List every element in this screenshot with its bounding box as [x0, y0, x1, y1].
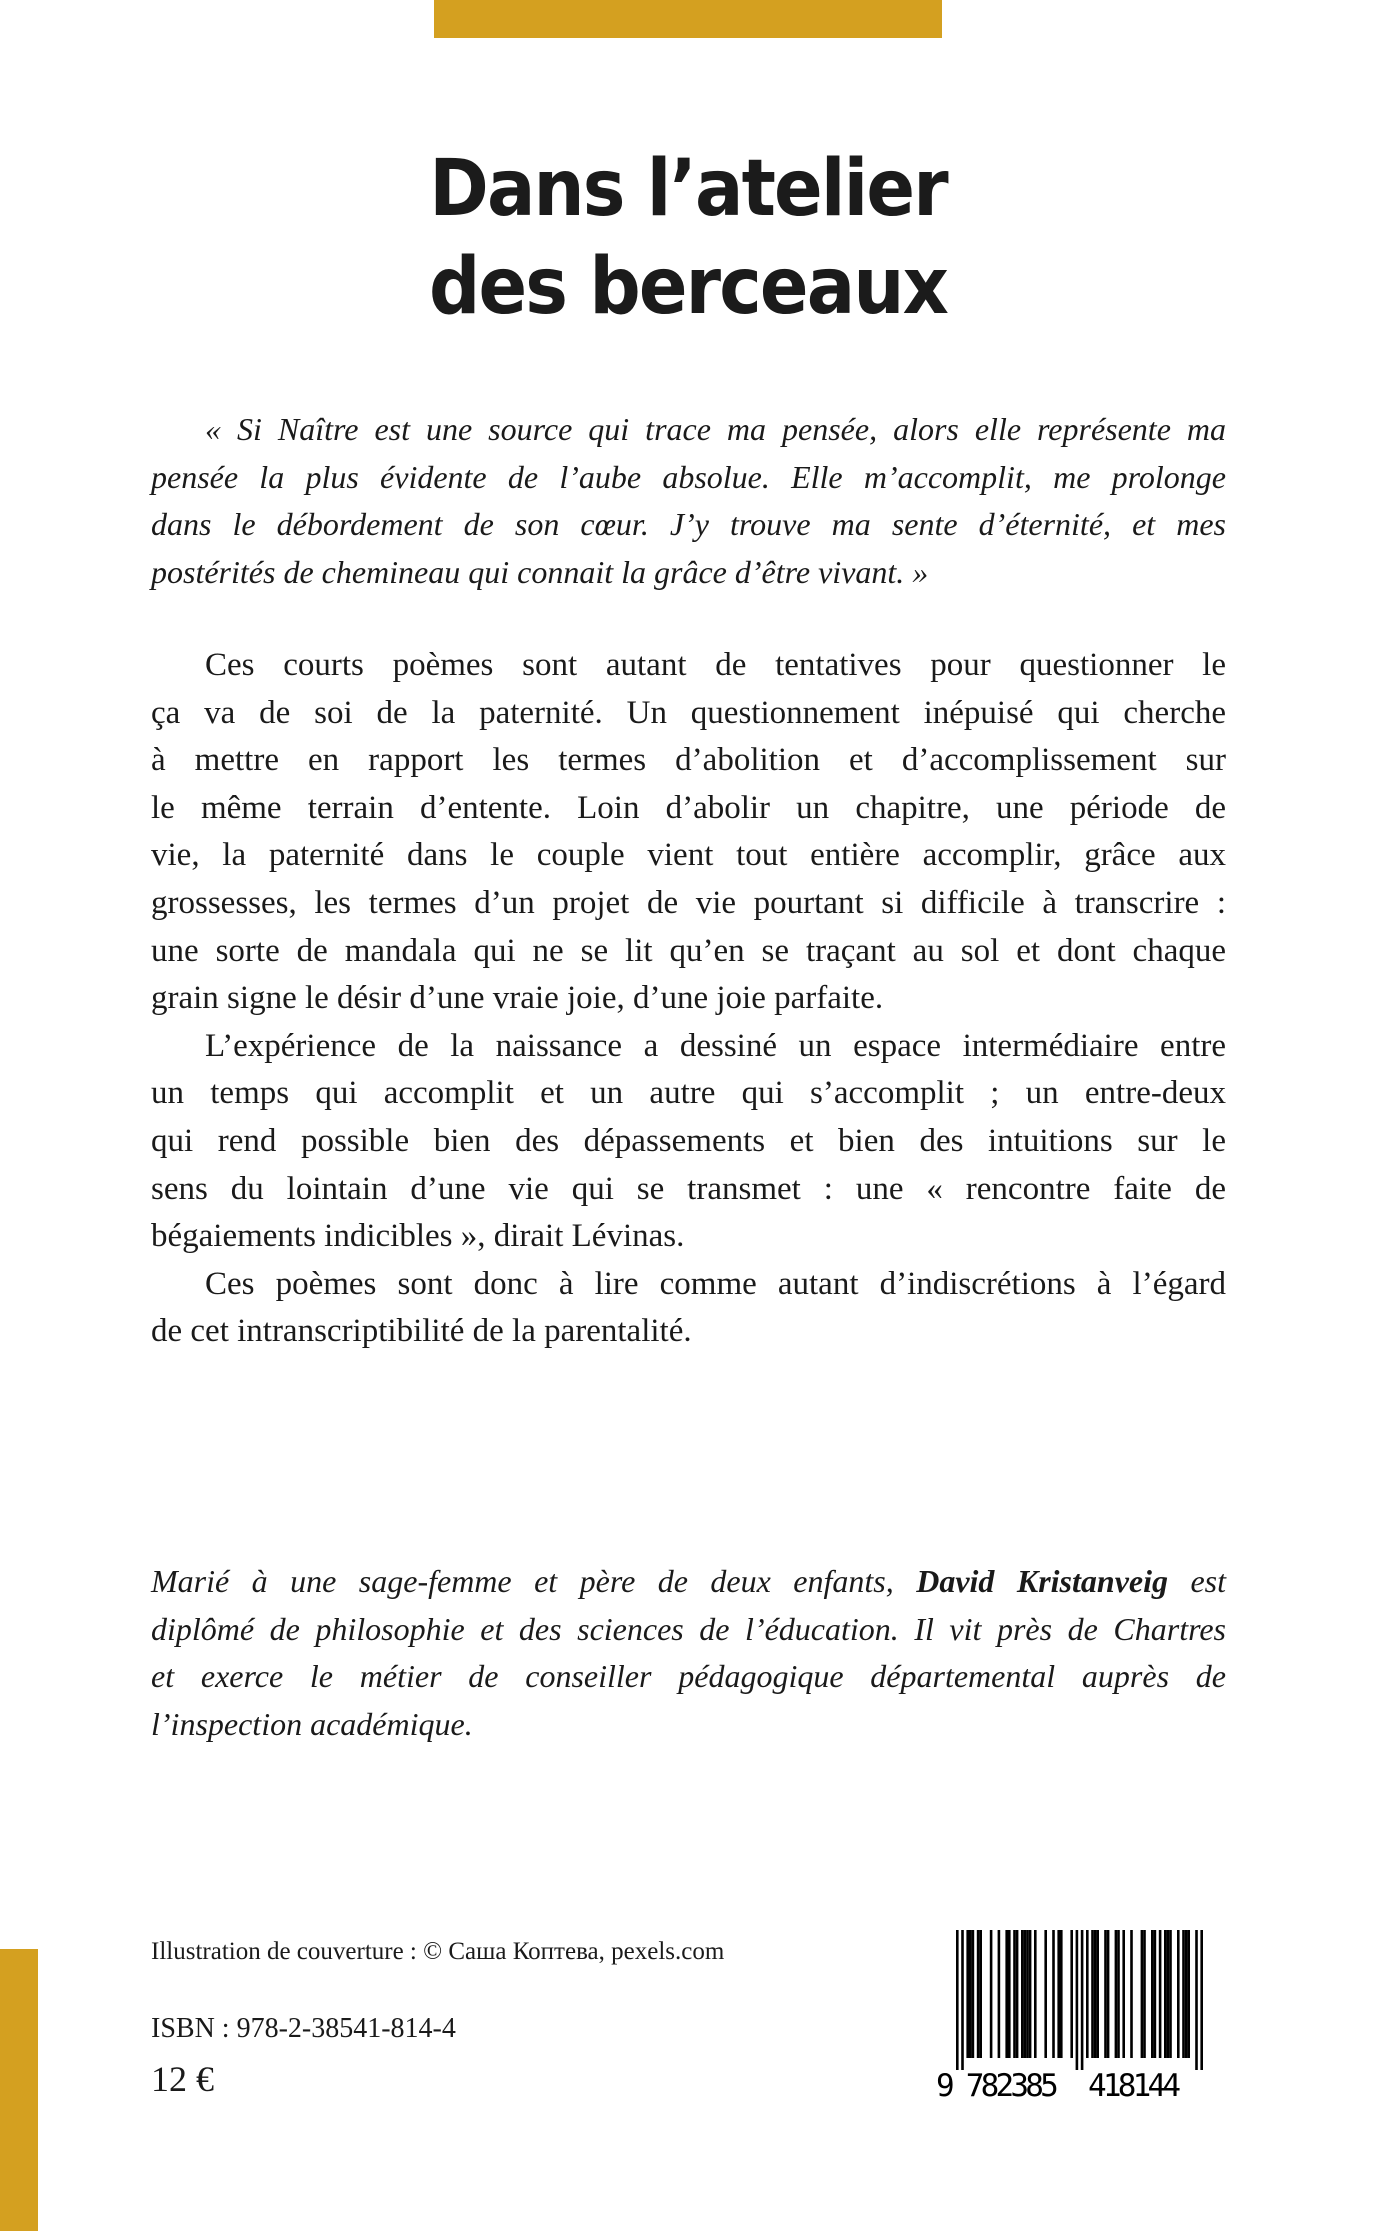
- body-line: de cet intranscriptibilité de la parentalité.: [151, 1313, 692, 1350]
- barcode-digits: 782385: [965, 2068, 1059, 2102]
- body-line: L’expérience de la naissance a dessiné un espace intermédiaire entre: [205, 1027, 1226, 1064]
- barcode-bar: [1026, 1930, 1029, 2058]
- barcode-bar: [966, 1930, 969, 2058]
- bio-line: l’inspection académique.: [151, 1705, 473, 1742]
- barcode-bar: [1151, 1930, 1154, 2058]
- top-accent-bar: [434, 0, 942, 38]
- body-line: grain signe le désir d’une vraie joie, d’une joie parfaite.: [151, 980, 884, 1017]
- barcode-bar: [979, 1930, 982, 2058]
- isbn-barcode: [934, 1930, 1224, 2102]
- bio-line: et exerce le métier de conseiller pédagogique départemental auprès de: [151, 1658, 1226, 1695]
- barcode-bar: [1104, 1930, 1107, 2058]
- barcode-bar: [990, 1930, 993, 2058]
- barcode-bar: [998, 1930, 1001, 2058]
- body-line: une sorte de mandala qui ne se lit qu’en se traçant au sol et dont chaque: [151, 932, 1226, 969]
- body-line: ça va de soi de la paternité. Un questionnement inépuisé qui cherche: [151, 694, 1226, 731]
- barcode-bar: [956, 1930, 959, 2070]
- side-accent-bar: [0, 1949, 38, 2231]
- barcode-bar: [1091, 1930, 1094, 2058]
- barcode-bar: [1081, 1930, 1084, 2070]
- barcode-bar: [1086, 1930, 1089, 2058]
- barcode-bar: [1024, 1930, 1027, 2058]
- barcode-bar: [1021, 1930, 1024, 2058]
- barcode-bar: [1094, 1930, 1097, 2058]
- bio-text: est: [1168, 1563, 1227, 1599]
- barcode-bar: [1182, 1930, 1185, 2058]
- barcode-bar: [1070, 1930, 1073, 2058]
- barcode-bar: [1076, 1930, 1079, 2070]
- barcode-bar: [1164, 1930, 1167, 2058]
- quote-line: pensée la plus évidente de l’aube absolue. Elle m’accomplit, me prolonge: [151, 458, 1226, 495]
- title-line: des berceaux: [428, 242, 948, 332]
- body-line: le même terrain d’entente. Loin d’abolir un chapitre, une période de: [151, 789, 1226, 826]
- barcode-bar: [1167, 1930, 1170, 2058]
- barcode-bar: [1117, 1930, 1120, 2058]
- body-line: à mettre en rapport les termes d’abolition et d’accomplissement sur: [151, 742, 1226, 779]
- barcode-bar: [1130, 1930, 1133, 2058]
- barcode-bar: [1122, 1930, 1125, 2058]
- body-line: qui rend possible bien des dépassements et bien des intuitions sur le: [151, 1122, 1226, 1159]
- body-line: Ces courts poèmes sont autant de tentatives pour questionner le: [205, 647, 1226, 683]
- quote-line: postérités de chemineau qui connait la grâce d’être vivant. »: [151, 553, 929, 590]
- blurb-text: [151, 642, 1226, 1356]
- barcode-bar: [1177, 1930, 1180, 2058]
- body-line: Ces poèmes sont donc à lire comme autant d’indiscrétions à l’égard: [205, 1265, 1226, 1302]
- barcode-bar: [1187, 1930, 1190, 2058]
- epigraph-quote: [151, 406, 1226, 596]
- barcode-bar: [1115, 1930, 1118, 2058]
- barcode-bar: [1195, 1930, 1198, 2070]
- body-line: un temps qui accomplit et un autre qui s’accomplit ; un entre-deux: [151, 1075, 1226, 1112]
- barcode-bar: [1159, 1930, 1162, 2058]
- barcode-bar: [1096, 1930, 1099, 2058]
- author-bio: [151, 1558, 1226, 1748]
- barcode-bar: [1143, 1930, 1146, 2058]
- bio-text: Marié à une sage-femme et père de deux enfants,: [151, 1563, 917, 1599]
- body-line: sens du lointain d’une vie qui se transmet : une « rencontre faite de: [151, 1170, 1226, 1207]
- barcode-bar: [1060, 1930, 1063, 2058]
- barcode-bar: [1169, 1930, 1172, 2058]
- barcode-bar: [1044, 1930, 1047, 2058]
- illustration-credit: Illustration de couverture : © Саша Коптева, pexels.com: [151, 1938, 725, 1965]
- barcode-digits: 9: [936, 2068, 955, 2102]
- barcode-bar: [969, 1930, 972, 2058]
- body-line: grossesses, les termes d’un projet de vie pourtant si difficile à transcrire :: [151, 884, 1226, 921]
- author-name: David Kristanveig: [916, 1563, 1168, 1599]
- title-line: Dans l’atelier: [429, 144, 947, 234]
- barcode-bar: [977, 1930, 980, 2058]
- barcode-bar: [1154, 1930, 1157, 2058]
- quote-line: dans le débordement de son cœur. J’y trouve ma sente d’éternité, et mes: [151, 506, 1226, 543]
- barcode-bar: [1008, 1930, 1011, 2058]
- bio-line: diplômé de philosophie et des sciences de l’éducation. Il vit près de Chartres: [151, 1610, 1226, 1647]
- barcode-digits: 418144: [1088, 2068, 1181, 2102]
- isbn: ISBN : 978-2-38541-814-4: [151, 2013, 456, 2044]
- book-title: [362, 140, 1013, 336]
- barcode-bar: [1005, 1930, 1008, 2058]
- barcode-bar: [1107, 1930, 1110, 2058]
- barcode-bar: [972, 1930, 975, 2058]
- quote-line: « Si Naître est une source qui trace ma pensée, alors elle représente ma: [205, 411, 1226, 447]
- bio-line: [151, 1558, 1226, 1606]
- barcode-bar: [1013, 1930, 1016, 2058]
- price: 12 €: [151, 2059, 214, 2099]
- barcode-bar: [1185, 1930, 1188, 2058]
- barcode-bar: [1052, 1930, 1055, 2058]
- barcode-bar: [1016, 1930, 1019, 2058]
- body-line: bégaiements indicibles », dirait Lévinas.: [151, 1218, 685, 1255]
- body-line: vie, la paternité dans le couple vient tout entière accomplir, grâce aux: [151, 837, 1226, 874]
- barcode-bar: [961, 1930, 964, 2070]
- barcode-bar: [1029, 1930, 1032, 2058]
- barcode-bar: [1034, 1930, 1037, 2058]
- barcode-bar: [1057, 1930, 1060, 2058]
- barcode-bar: [1141, 1930, 1144, 2058]
- barcode-bar: [1200, 1930, 1203, 2070]
